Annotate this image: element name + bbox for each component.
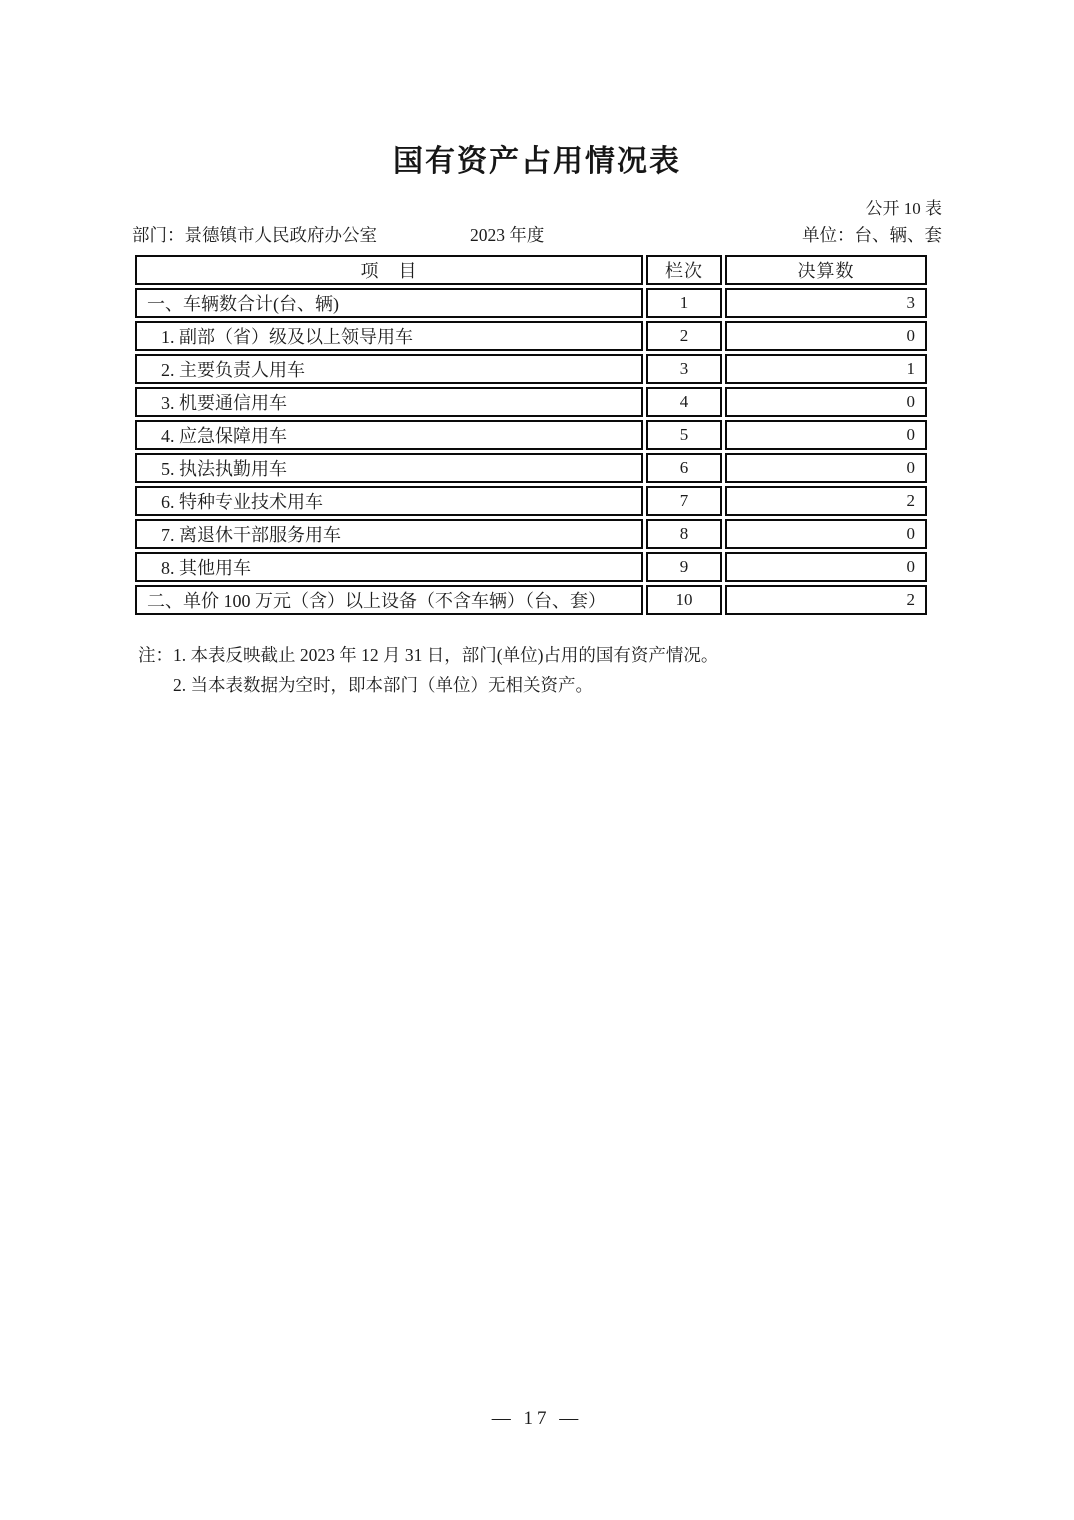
row-item: 5. 执法执勤用车 bbox=[135, 453, 643, 483]
header-item: 项 目 bbox=[135, 255, 643, 285]
notes-prefix: 注： bbox=[138, 645, 173, 665]
table-row bbox=[135, 519, 927, 549]
table-row bbox=[135, 486, 927, 516]
row-column-no: 3 bbox=[646, 354, 722, 384]
row-value: 1 bbox=[725, 354, 927, 384]
row-item: 3. 机要通信用车 bbox=[135, 387, 643, 417]
row-item: 6. 特种专业技术用车 bbox=[135, 486, 643, 516]
row-column-no: 4 bbox=[646, 387, 722, 417]
year-label: 2023 年度 bbox=[470, 225, 545, 245]
row-value: 2 bbox=[725, 486, 927, 516]
table-row bbox=[135, 288, 927, 318]
header-column-no: 栏次 bbox=[646, 255, 722, 285]
row-column-no: 7 bbox=[646, 486, 722, 516]
table-row bbox=[135, 585, 927, 615]
row-item: 4. 应急保障用车 bbox=[135, 420, 643, 450]
row-value: 0 bbox=[725, 420, 927, 450]
department-label: 部门：景德镇市人民政府办公室 bbox=[132, 225, 377, 245]
table-row bbox=[135, 354, 927, 384]
table-row bbox=[135, 552, 927, 582]
row-item: 二、单价 100 万元（含）以上设备（不含车辆）（台、套） bbox=[135, 585, 643, 615]
content-area bbox=[132, 198, 942, 700]
row-value: 3 bbox=[725, 288, 927, 318]
row-column-no: 6 bbox=[646, 453, 722, 483]
row-column-no: 2 bbox=[646, 321, 722, 351]
row-column-no: 5 bbox=[646, 420, 722, 450]
note-line-1: 1. 本表反映截止 2023 年 12 月 31 日，部门(单位)占用的国有资产情况。 bbox=[173, 645, 719, 665]
state-assets-table bbox=[132, 252, 930, 618]
row-item: 2. 主要负责人用车 bbox=[135, 354, 643, 384]
row-value: 0 bbox=[725, 387, 927, 417]
table-header-row bbox=[135, 255, 927, 285]
table-row bbox=[135, 420, 927, 450]
row-value: 2 bbox=[725, 585, 927, 615]
unit-label: 单位：台、辆、套 bbox=[802, 225, 942, 245]
row-column-no: 1 bbox=[646, 288, 722, 318]
row-value: 0 bbox=[725, 453, 927, 483]
sheet-label: 公开 10 表 bbox=[865, 199, 942, 218]
row-item: 一、车辆数合计(台、辆) bbox=[135, 288, 643, 318]
row-column-no: 8 bbox=[646, 519, 722, 549]
header-final-value: 决算数 bbox=[725, 255, 927, 285]
row-column-no: 9 bbox=[646, 552, 722, 582]
note-line-2: 2. 当本表数据为空时，即本部门（单位）无相关资产。 bbox=[173, 675, 593, 695]
row-value: 0 bbox=[725, 321, 927, 351]
table-info-line bbox=[132, 223, 942, 247]
row-value: 0 bbox=[725, 552, 927, 582]
page-number: — 17 — bbox=[491, 1408, 583, 1429]
row-value: 0 bbox=[725, 519, 927, 549]
notes-lines bbox=[173, 640, 718, 700]
notes bbox=[138, 640, 942, 700]
table-row bbox=[135, 321, 927, 351]
row-item: 8. 其他用车 bbox=[135, 552, 643, 582]
page-title: 国有资产占用情况表 bbox=[393, 145, 681, 178]
row-item: 1. 副部（省）级及以上领导用车 bbox=[135, 321, 643, 351]
row-column-no: 10 bbox=[646, 585, 722, 615]
table-row bbox=[135, 453, 927, 483]
row-item: 7. 离退休干部服务用车 bbox=[135, 519, 643, 549]
table-row bbox=[135, 387, 927, 417]
